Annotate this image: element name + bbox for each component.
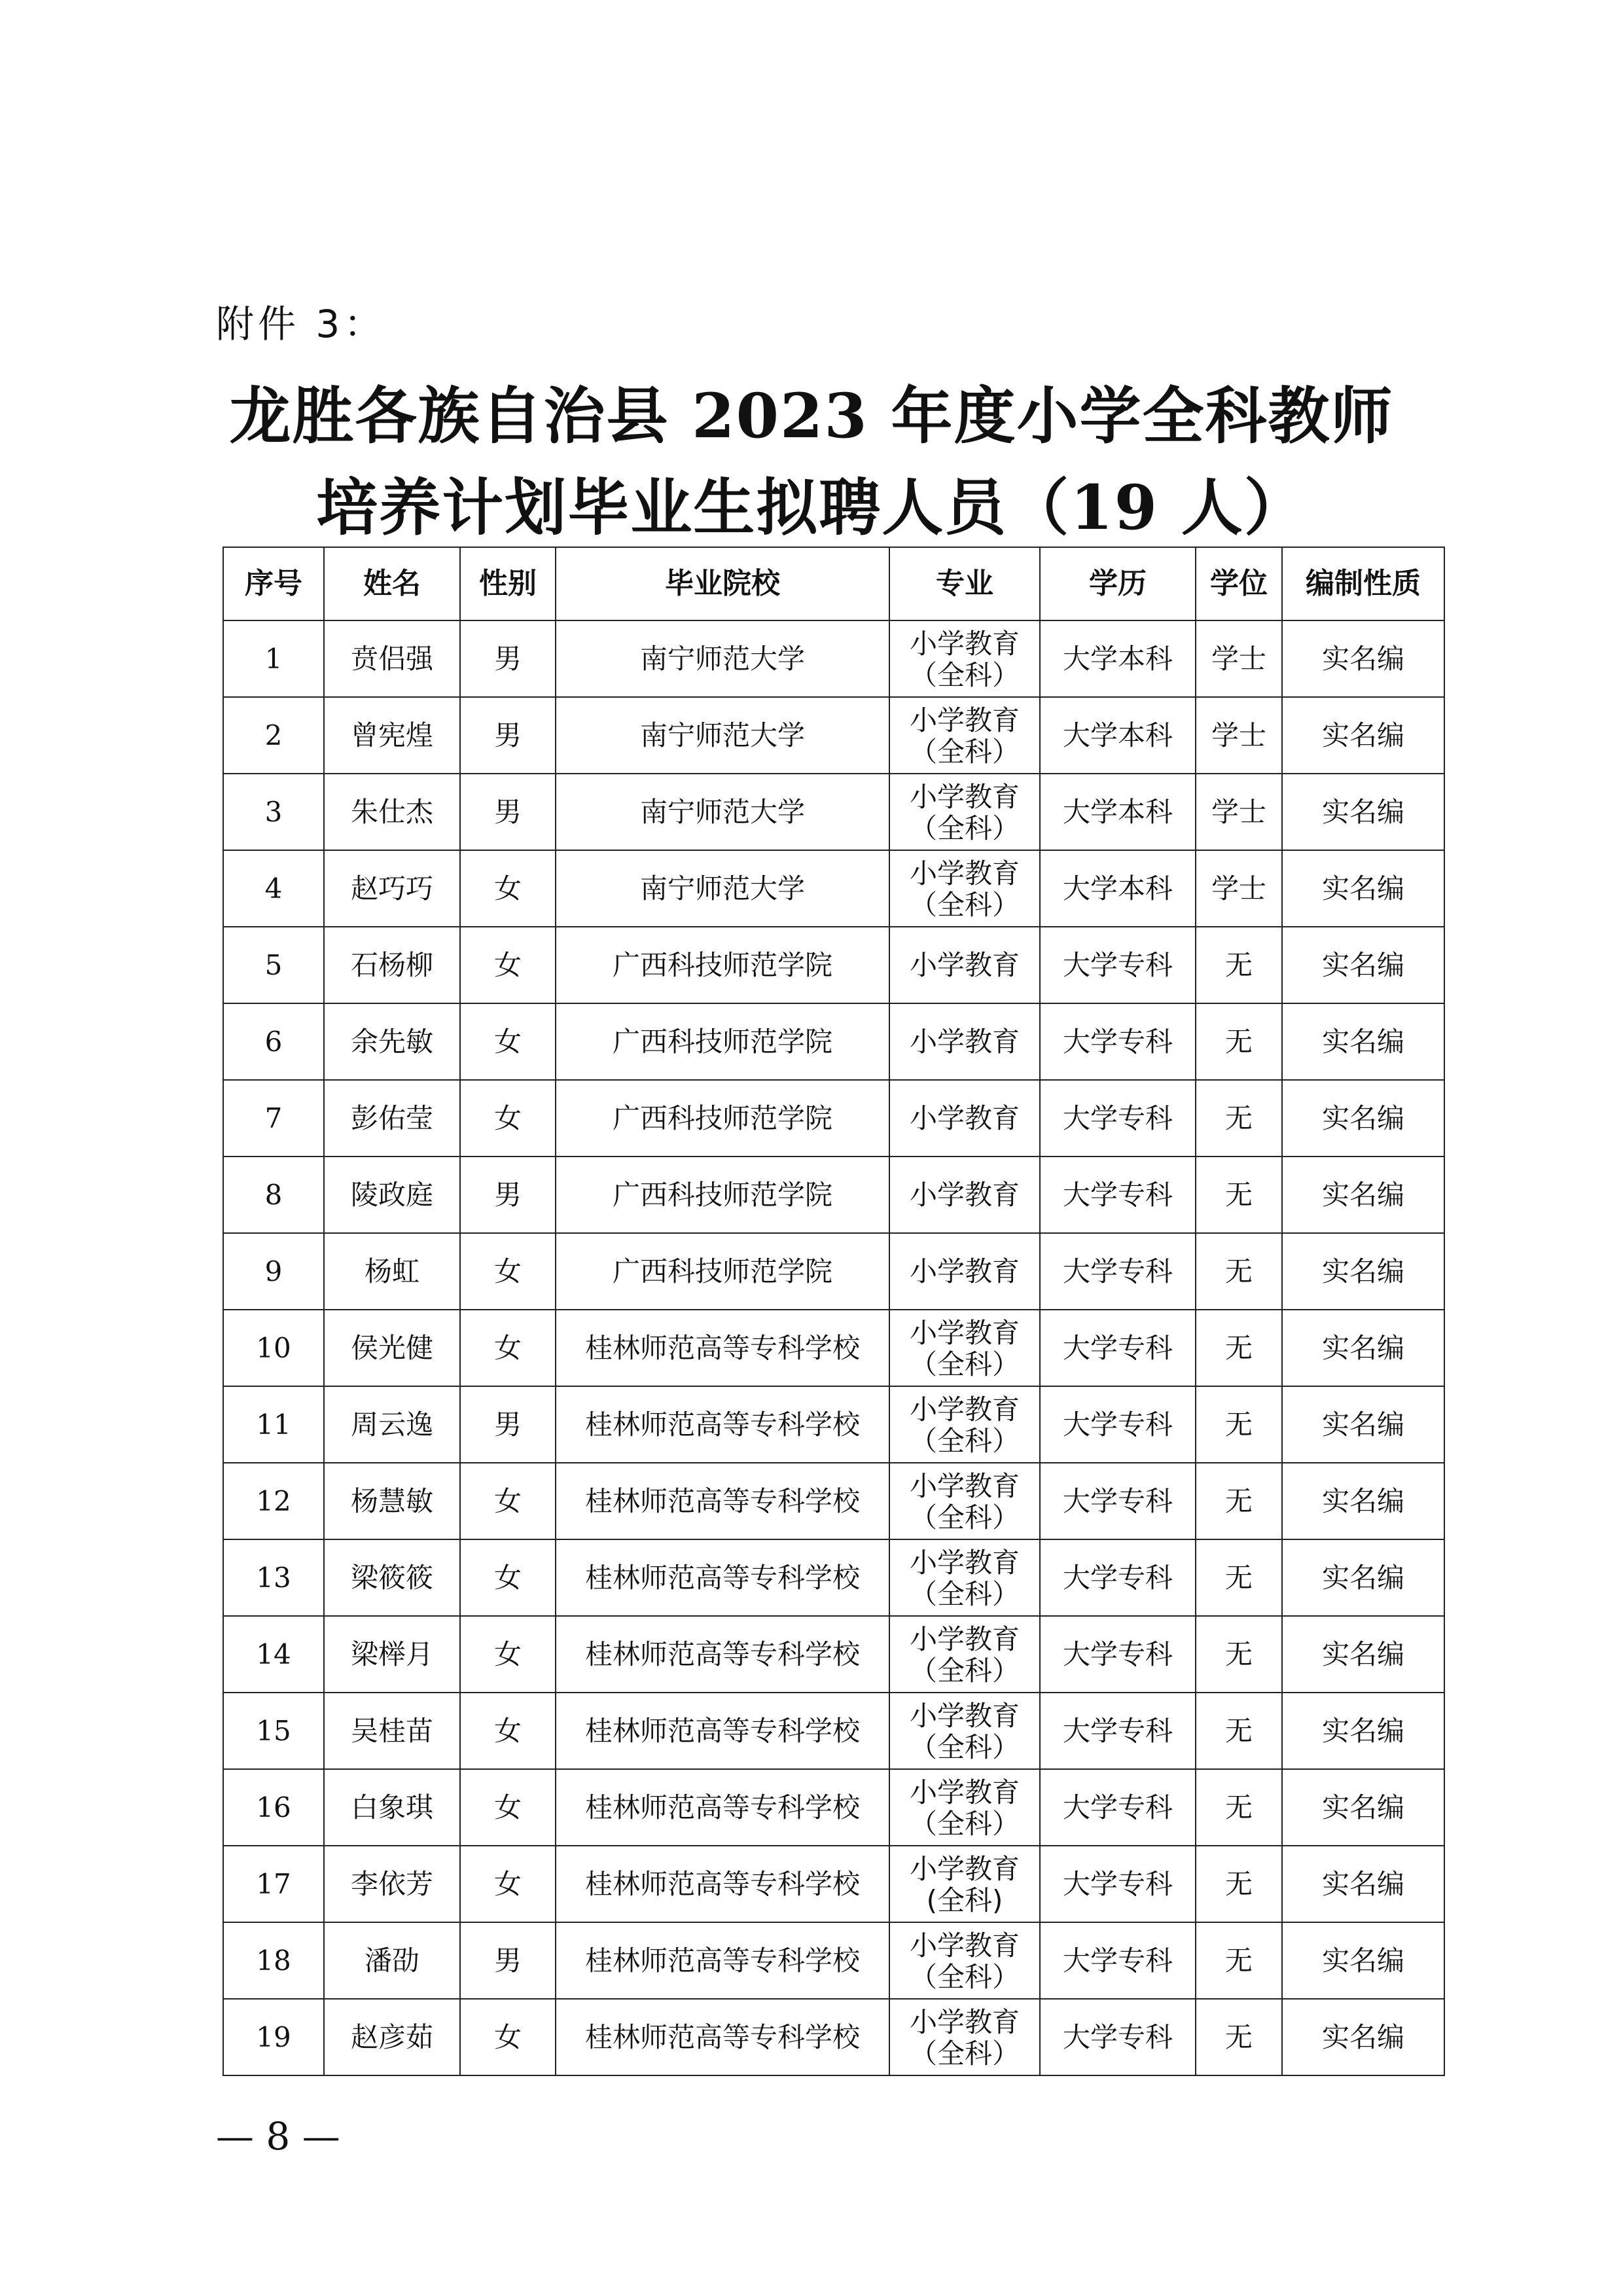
cell-degree: 无 <box>1196 1463 1282 1539</box>
cell-education: 大学专科 <box>1040 1693 1196 1769</box>
cell-major <box>889 1616 1040 1693</box>
major-text: 小学教育 <box>909 948 1020 981</box>
cell-major <box>889 1157 1040 1233</box>
cell-school: 南宁师范大学 <box>556 850 889 927</box>
cell-name: 李依芳 <box>324 1846 460 1922</box>
table-row <box>223 1693 1444 1769</box>
major-text: 小学教育 <box>909 2005 1020 2038</box>
table-row <box>223 1310 1444 1386</box>
cell-school: 桂林师范高等专科学校 <box>556 1463 889 1539</box>
table-row <box>223 850 1444 927</box>
major-note: （全科） <box>909 658 1020 691</box>
cell-index: 3 <box>223 774 324 850</box>
cell-index: 6 <box>223 1003 324 1080</box>
major-note: （全科） <box>909 1424 1020 1457</box>
cell-major <box>889 1386 1040 1463</box>
header-gender: 性别 <box>460 547 556 620</box>
page-number: — 8 — <box>216 2114 340 2159</box>
cell-gender: 女 <box>460 1693 556 1769</box>
cell-gender: 女 <box>460 927 556 1003</box>
cell-education: 大学专科 <box>1040 1539 1196 1616</box>
cell-education: 大学本科 <box>1040 697 1196 774</box>
cell-gender: 女 <box>460 1233 556 1310</box>
cell-major <box>889 774 1040 850</box>
cell-school: 广西科技师范学院 <box>556 927 889 1003</box>
cell-education: 大学专科 <box>1040 1922 1196 1999</box>
header-degree: 学位 <box>1196 547 1282 620</box>
cell-name: 周云逸 <box>324 1386 460 1463</box>
cell-education: 大学专科 <box>1040 1233 1196 1310</box>
cell-school: 南宁师范大学 <box>556 697 889 774</box>
major-text: 小学教育 <box>909 1929 1020 1962</box>
cell-education: 大学本科 <box>1040 774 1196 850</box>
cell-degree: 无 <box>1196 1769 1282 1846</box>
cell-major <box>889 1310 1040 1386</box>
cell-name: 陵政庭 <box>324 1157 460 1233</box>
cell-gender: 男 <box>460 620 556 697</box>
cell-index: 9 <box>223 1233 324 1310</box>
cell-staffing-type: 实名编 <box>1282 697 1444 774</box>
document-title-line-1: 龙胜各族自治县 2023 年度小学全科教师 <box>229 380 1394 452</box>
cell-education: 大学专科 <box>1040 1003 1196 1080</box>
table-body <box>223 620 1444 2075</box>
cell-school: 广西科技师范学院 <box>556 1003 889 1080</box>
major-note: （全科） <box>909 1501 1020 1534</box>
cell-school: 桂林师范高等专科学校 <box>556 1999 889 2075</box>
cell-staffing-type: 实名编 <box>1282 1003 1444 1080</box>
major-note: （全科） <box>909 888 1020 921</box>
cell-index: 1 <box>223 620 324 697</box>
cell-major <box>889 1080 1040 1157</box>
cell-education: 大学专科 <box>1040 1999 1196 2075</box>
cell-degree: 学士 <box>1196 620 1282 697</box>
cell-gender: 女 <box>460 1539 556 1616</box>
cell-school: 南宁师范大学 <box>556 620 889 697</box>
cell-staffing-type: 实名编 <box>1282 1616 1444 1693</box>
cell-major <box>889 1693 1040 1769</box>
cell-name: 朱仕杰 <box>324 774 460 850</box>
cell-degree: 学士 <box>1196 697 1282 774</box>
cell-school: 广西科技师范学院 <box>556 1157 889 1233</box>
personnel-table <box>223 547 1445 2076</box>
table-row <box>223 1539 1444 1616</box>
table-row <box>223 1999 1444 2075</box>
cell-school: 桂林师范高等专科学校 <box>556 1922 889 1999</box>
document-title-line-2: 培养计划毕业生拟聘人员（19 人） <box>316 472 1307 544</box>
major-note: （全科） <box>909 1807 1020 1840</box>
cell-education: 大学专科 <box>1040 1769 1196 1846</box>
major-note: （全科） <box>909 1654 1020 1687</box>
cell-staffing-type: 实名编 <box>1282 1539 1444 1616</box>
cell-staffing-type: 实名编 <box>1282 1693 1444 1769</box>
cell-degree: 无 <box>1196 1999 1282 2075</box>
major-text: 小学教育 <box>909 1469 1020 1502</box>
major-text: 小学教育 <box>909 1699 1020 1732</box>
major-note: （全科） <box>909 812 1020 844</box>
cell-name: 梁榉月 <box>324 1616 460 1693</box>
major-text: 小学教育 <box>909 1316 1020 1349</box>
cell-school: 桂林师范高等专科学校 <box>556 1539 889 1616</box>
cell-education: 大学本科 <box>1040 620 1196 697</box>
cell-index: 13 <box>223 1539 324 1616</box>
cell-name: 吴桂苗 <box>324 1693 460 1769</box>
cell-index: 15 <box>223 1693 324 1769</box>
cell-degree: 无 <box>1196 1386 1282 1463</box>
major-text: 小学教育 <box>909 1102 1020 1134</box>
major-note: （全科） <box>909 2037 1020 2070</box>
cell-education: 大学专科 <box>1040 1157 1196 1233</box>
cell-major <box>889 1463 1040 1539</box>
cell-degree: 无 <box>1196 1922 1282 1999</box>
cell-index: 19 <box>223 1999 324 2075</box>
cell-degree: 学士 <box>1196 774 1282 850</box>
cell-index: 5 <box>223 927 324 1003</box>
cell-name: 石杨柳 <box>324 927 460 1003</box>
cell-major <box>889 1539 1040 1616</box>
cell-staffing-type: 实名编 <box>1282 1386 1444 1463</box>
cell-gender: 男 <box>460 1922 556 1999</box>
cell-index: 14 <box>223 1616 324 1693</box>
table-row <box>223 1463 1444 1539</box>
cell-gender: 男 <box>460 774 556 850</box>
cell-degree: 无 <box>1196 1310 1282 1386</box>
cell-staffing-type: 实名编 <box>1282 1310 1444 1386</box>
cell-index: 8 <box>223 1157 324 1233</box>
header-major: 专业 <box>889 547 1040 620</box>
cell-degree: 无 <box>1196 1616 1282 1693</box>
cell-school: 桂林师范高等专科学校 <box>556 1386 889 1463</box>
cell-major <box>889 1769 1040 1846</box>
cell-name: 赵巧巧 <box>324 850 460 927</box>
major-note: （全科） <box>909 1731 1020 1763</box>
table-row <box>223 620 1444 697</box>
cell-gender: 女 <box>460 1463 556 1539</box>
cell-gender: 女 <box>460 1080 556 1157</box>
cell-degree: 无 <box>1196 1693 1282 1769</box>
cell-index: 16 <box>223 1769 324 1846</box>
cell-name: 侯光健 <box>324 1310 460 1386</box>
cell-school: 广西科技师范学院 <box>556 1080 889 1157</box>
cell-staffing-type: 实名编 <box>1282 1846 1444 1922</box>
cell-name: 杨虹 <box>324 1233 460 1310</box>
major-note: （全科） <box>909 735 1020 768</box>
table-header-row <box>223 547 1444 620</box>
cell-gender: 女 <box>460 850 556 927</box>
cell-index: 11 <box>223 1386 324 1463</box>
cell-gender: 男 <box>460 1157 556 1233</box>
major-note: （全科） <box>909 1577 1020 1610</box>
cell-degree: 无 <box>1196 1539 1282 1616</box>
cell-major <box>889 1233 1040 1310</box>
cell-degree: 无 <box>1196 1157 1282 1233</box>
major-note: （全科） <box>909 1348 1020 1380</box>
cell-staffing-type: 实名编 <box>1282 1922 1444 1999</box>
table-row <box>223 1616 1444 1693</box>
cell-index: 2 <box>223 697 324 774</box>
cell-major <box>889 1922 1040 1999</box>
cell-degree: 无 <box>1196 1080 1282 1157</box>
header-education: 学历 <box>1040 547 1196 620</box>
table-row <box>223 1922 1444 1999</box>
cell-index: 4 <box>223 850 324 927</box>
cell-major <box>889 697 1040 774</box>
cell-gender: 女 <box>460 1999 556 2075</box>
cell-name: 梁筱筱 <box>324 1539 460 1616</box>
cell-major <box>889 620 1040 697</box>
major-text: 小学教育 <box>909 1255 1020 1287</box>
cell-gender: 女 <box>460 1616 556 1693</box>
cell-school: 桂林师范高等专科学校 <box>556 1693 889 1769</box>
major-note: (全科) <box>926 1884 1003 1916</box>
table-row <box>223 697 1444 774</box>
cell-name: 潘劭 <box>324 1922 460 1999</box>
cell-staffing-type: 实名编 <box>1282 1157 1444 1233</box>
cell-staffing-type: 实名编 <box>1282 1769 1444 1846</box>
table-row <box>223 1233 1444 1310</box>
cell-degree: 无 <box>1196 1233 1282 1310</box>
cell-index: 18 <box>223 1922 324 1999</box>
cell-gender: 女 <box>460 1310 556 1386</box>
cell-major <box>889 1999 1040 2075</box>
table-row <box>223 774 1444 850</box>
major-text: 小学教育 <box>909 1393 1020 1426</box>
cell-gender: 女 <box>460 1846 556 1922</box>
cell-name: 余先敏 <box>324 1003 460 1080</box>
cell-major <box>889 1003 1040 1080</box>
cell-education: 大学专科 <box>1040 1463 1196 1539</box>
cell-staffing-type: 实名编 <box>1282 850 1444 927</box>
cell-name: 曾宪煌 <box>324 697 460 774</box>
table-row <box>223 1769 1444 1846</box>
cell-education: 大学专科 <box>1040 1846 1196 1922</box>
cell-education: 大学专科 <box>1040 1386 1196 1463</box>
cell-index: 10 <box>223 1310 324 1386</box>
major-text: 小学教育 <box>909 857 1020 889</box>
cell-school: 桂林师范高等专科学校 <box>556 1616 889 1693</box>
cell-index: 12 <box>223 1463 324 1539</box>
cell-school: 桂林师范高等专科学校 <box>556 1310 889 1386</box>
header-index: 序号 <box>223 547 324 620</box>
major-note: （全科） <box>909 1960 1020 1993</box>
major-text: 小学教育 <box>909 1776 1020 1808</box>
cell-education: 大学专科 <box>1040 927 1196 1003</box>
cell-name: 彭佑莹 <box>324 1080 460 1157</box>
cell-school: 桂林师范高等专科学校 <box>556 1846 889 1922</box>
attachment-label: 附件 3： <box>216 302 386 346</box>
cell-index: 7 <box>223 1080 324 1157</box>
cell-staffing-type: 实名编 <box>1282 927 1444 1003</box>
cell-gender: 男 <box>460 697 556 774</box>
cell-major <box>889 927 1040 1003</box>
cell-name: 贲侣强 <box>324 620 460 697</box>
cell-gender: 男 <box>460 1386 556 1463</box>
table-row <box>223 1386 1444 1463</box>
table-row <box>223 1080 1444 1157</box>
table-row <box>223 1157 1444 1233</box>
table-row <box>223 1846 1444 1922</box>
cell-staffing-type: 实名编 <box>1282 1999 1444 2075</box>
table-row <box>223 1003 1444 1080</box>
cell-school: 南宁师范大学 <box>556 774 889 850</box>
cell-gender: 女 <box>460 1769 556 1846</box>
cell-school: 广西科技师范学院 <box>556 1233 889 1310</box>
cell-index: 17 <box>223 1846 324 1922</box>
cell-degree: 无 <box>1196 1846 1282 1922</box>
cell-degree: 学士 <box>1196 850 1282 927</box>
cell-name: 白象琪 <box>324 1769 460 1846</box>
major-text: 小学教育 <box>909 780 1020 813</box>
cell-education: 大学专科 <box>1040 1616 1196 1693</box>
major-text: 小学教育 <box>909 1546 1020 1579</box>
cell-gender: 女 <box>460 1003 556 1080</box>
header-school: 毕业院校 <box>556 547 889 620</box>
cell-staffing-type: 实名编 <box>1282 774 1444 850</box>
cell-school: 桂林师范高等专科学校 <box>556 1769 889 1846</box>
major-text: 小学教育 <box>909 1623 1020 1655</box>
major-text: 小学教育 <box>909 704 1020 736</box>
major-text: 小学教育 <box>909 627 1020 660</box>
major-text: 小学教育 <box>909 1852 1020 1885</box>
major-text: 小学教育 <box>909 1178 1020 1211</box>
cell-education: 大学本科 <box>1040 850 1196 927</box>
cell-name: 杨慧敏 <box>324 1463 460 1539</box>
cell-major <box>889 1846 1040 1922</box>
cell-name: 赵彦茹 <box>324 1999 460 2075</box>
cell-staffing-type: 实名编 <box>1282 1463 1444 1539</box>
cell-degree: 无 <box>1196 927 1282 1003</box>
cell-staffing-type: 实名编 <box>1282 1080 1444 1157</box>
major-text: 小学教育 <box>909 1025 1020 1058</box>
cell-education: 大学专科 <box>1040 1310 1196 1386</box>
header-name: 姓名 <box>324 547 460 620</box>
cell-education: 大学专科 <box>1040 1080 1196 1157</box>
cell-staffing-type: 实名编 <box>1282 1233 1444 1310</box>
table-row <box>223 927 1444 1003</box>
cell-staffing-type: 实名编 <box>1282 620 1444 697</box>
header-staffing-type: 编制性质 <box>1282 547 1444 620</box>
cell-major <box>889 850 1040 927</box>
cell-degree: 无 <box>1196 1003 1282 1080</box>
